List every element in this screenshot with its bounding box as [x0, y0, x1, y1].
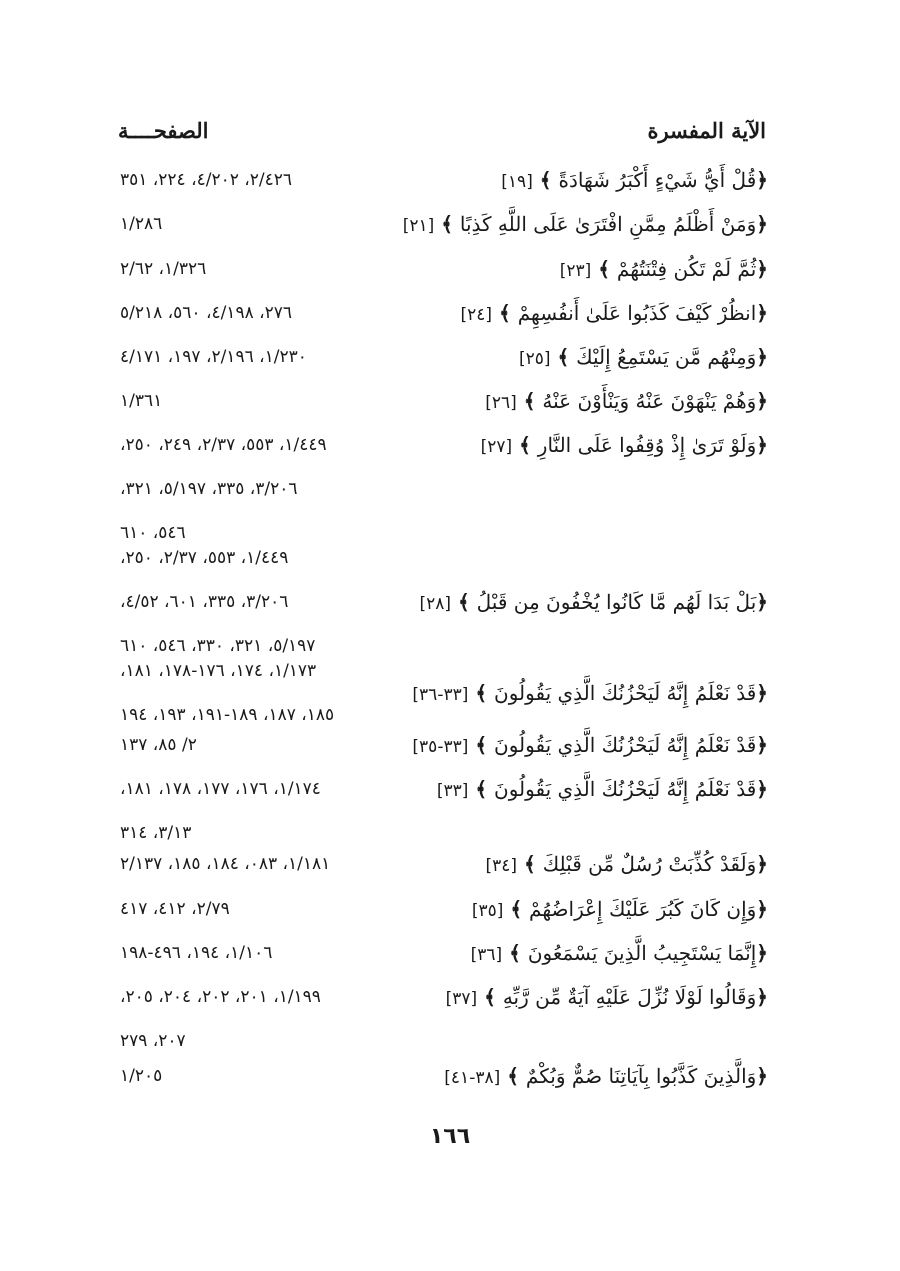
verse-number: [٣٣]: [436, 781, 469, 801]
ornate-close-bracket: ﴾: [450, 590, 477, 614]
verse-quote: قَدْ نَعْلَمُ إِنَّهُ لَيَحْزُنُكَ الَّذِي يَقُولُونَ: [494, 733, 757, 757]
verse-quote: قُلْ أَيُّ شَيْءٍ أَكْبَرُ شَهَادَةً: [558, 168, 757, 192]
ornate-open-bracket: ﴿: [756, 433, 768, 457]
page-references: [120, 895, 410, 939]
ornate-open-bracket: ﴿: [756, 897, 768, 921]
page-reference-line: ١/٣٦١: [120, 391, 163, 411]
ornate-close-bracket: ﴾: [512, 433, 538, 457]
verse-number: [٣٤]: [485, 856, 518, 876]
page-references: [120, 1062, 410, 1106]
ornate-open-bracket: ﴿: [756, 852, 768, 876]
page-references: [120, 850, 410, 894]
verse-number: [٢٤]: [460, 305, 493, 325]
verse-number: [٢٦]: [485, 393, 517, 413]
page-reference-line: ٢٠٧، ٢٧٩: [120, 1031, 186, 1051]
ornate-open-bracket: ﴿: [756, 985, 768, 1009]
ornate-close-bracket: ﴾: [468, 777, 495, 801]
verse-text: [461, 299, 769, 329]
page-references: [120, 255, 410, 299]
verse-number: [٣٨-٤١]: [444, 1068, 501, 1088]
page-reference-line: ٢/ ٨٥، ١٣٧: [120, 735, 197, 755]
verse-quote: وَقَالُوا لَوْلَا نُزِّلَ عَلَيْهِ آيَةٌ مِّن رَّبِّهِ: [502, 985, 757, 1009]
verse-text: [419, 588, 768, 618]
ornate-close-bracket: ﴾: [502, 941, 528, 965]
page-reference-line: ٢٧٦، ٤/١٩٨، ٥٦٠، ٥/٢١٨: [120, 303, 293, 323]
verse-text: [446, 983, 768, 1013]
ornate-open-bracket: ﴿: [756, 345, 768, 369]
verse-quote: قَدْ نَعْلَمُ إِنَّهُ لَيَحْزُنُكَ الَّذِي يَقُولُونَ: [494, 681, 757, 705]
page-references: [120, 731, 410, 775]
verse-quote: إِنَّمَا يَسْتَجِيبُ الَّذِينَ يَسْمَعُونَ: [527, 941, 757, 965]
page-column-header: الصفحــــة: [118, 118, 209, 143]
verse-text: [501, 166, 768, 196]
verse-number: [٢٨]: [419, 594, 451, 614]
ornate-close-bracket: ﴾: [434, 212, 460, 236]
ornate-close-bracket: ﴾: [468, 681, 495, 705]
verse-quote: وَلَوْ تَرَىٰ إِذْ وُقِفُوا عَلَى النَّارِ: [537, 433, 757, 457]
verse-text: [472, 895, 768, 925]
verse-number: [٣٥]: [471, 901, 504, 921]
page-reference-line: ١/١٧٤، ١٧٦، ١٧٧، ١٧٨، ١٨١،: [120, 779, 321, 799]
ornate-close-bracket: ﴾: [550, 345, 577, 369]
ornate-close-bracket: ﴾: [591, 257, 617, 281]
verse-number: [٣٧]: [445, 989, 478, 1009]
page-reference-line: ٣/١٣، ٣١٤: [120, 823, 192, 843]
ornate-open-bracket: ﴿: [756, 941, 768, 965]
page-references: [120, 210, 410, 254]
ornate-open-bracket: ﴿: [756, 777, 768, 801]
verse-text: [481, 431, 768, 461]
verse-number: [٣٣-٣٥]: [412, 737, 469, 757]
page-references: [120, 299, 410, 343]
page-reference-line: ٢/٧٩، ٤١٢، ٤١٧: [120, 899, 230, 919]
page-references: [120, 983, 410, 1071]
page-references: [120, 939, 410, 983]
page-reference-line: ٣/٢٠٦، ٣٣٥، ٦٠١، ٤/٥٢،: [120, 592, 289, 612]
verse-quote: انظُرْ كَيْفَ كَذَبُوا عَلَىٰ أَنفُسِهِمْ: [517, 301, 757, 325]
page-references: [120, 166, 410, 210]
page-reference-line: ١٨٥، ١٨٧، ١٨٩-١٩١، ١٩٣، ١٩٤: [120, 705, 335, 725]
ornate-open-bracket: ﴿: [756, 1064, 768, 1088]
ornate-close-bracket: ﴾: [468, 733, 495, 757]
verse-quote: وَإِن كَانَ كَبُرَ عَلَيْكَ إِعْرَاضُهُمْ: [529, 897, 757, 921]
verse-quote: وَمَنْ أَظْلَمُ مِمَّنِ افْتَرَىٰ عَلَى اللَّهِ كَذِبًا: [459, 212, 757, 236]
page-number: ١٦٦: [429, 1124, 471, 1149]
page-reference-line: ٥٤٦، ٦١٠: [120, 523, 186, 543]
verse-text: [485, 387, 768, 417]
verse-quote: ثُمَّ لَمْ تَكُن فِتْنَتُهُمْ: [616, 257, 757, 281]
verse-number: [٢٧]: [480, 437, 513, 457]
verse-text: [519, 343, 768, 373]
page-reference-line: ١/٤٤٩، ٥٥٣، ٢/٣٧، ٢٥٠،: [120, 548, 289, 568]
verse-column-header: الآية المفسرة: [647, 118, 766, 143]
page-reference-line: ١/٢٨٦: [120, 214, 163, 234]
ornate-close-bracket: ﴾: [516, 389, 543, 413]
ornate-open-bracket: ﴿: [756, 733, 768, 757]
verse-quote: قَدْ نَعْلَمُ إِنَّهُ لَيَحْزُنُكَ الَّذِي يَقُولُونَ: [494, 777, 757, 801]
verse-text: [437, 775, 768, 805]
ornate-open-bracket: ﴿: [756, 389, 768, 413]
verse-text: [560, 255, 768, 285]
verse-quote: وَهُمْ يَنْهَوْنَ عَنْهُ وَيَنْأَوْنَ عَنْهُ: [542, 389, 757, 413]
ornate-open-bracket: ﴿: [756, 590, 768, 614]
verse-text: [412, 731, 768, 761]
verse-quote: وَلَقَدْ كُذِّبَتْ رُسُلٌ مِّن قَبْلِكَ: [542, 852, 757, 876]
ornate-close-bracket: ﴾: [517, 852, 543, 876]
verse-text: [485, 850, 768, 880]
verse-text: [412, 679, 768, 709]
ornate-close-bracket: ﴾: [500, 1064, 526, 1088]
ornate-open-bracket: ﴿: [756, 212, 768, 236]
ornate-open-bracket: ﴿: [756, 681, 768, 705]
ornate-open-bracket: ﴿: [756, 257, 768, 281]
page-reference-line: ١/٢٠٥: [120, 1066, 163, 1086]
page-reference-line: ٢/٤٢٦، ٤/٢٠٢، ٢٢٤، ٣٥١: [120, 170, 293, 190]
verse-number: [٢١]: [402, 216, 435, 236]
page-reference-line: ١/١٠٦، ١٩٤، ٤٩٦-١٩٨: [120, 943, 273, 963]
verse-number: [٣٦]: [470, 945, 503, 965]
ornate-close-bracket: ﴾: [492, 301, 518, 325]
ornate-close-bracket: ﴾: [503, 897, 530, 921]
ornate-close-bracket: ﴾: [477, 985, 503, 1009]
ornate-close-bracket: ﴾: [532, 168, 559, 192]
verse-quote: بَلْ بَدَا لَهُم مَّا كَانُوا يُخْفُونَ مِن قَبْلُ: [476, 590, 757, 614]
page-reference-line: ٥/١٩٧، ٣٢١، ٣٣٠، ٥٤٦، ٦١٠: [120, 636, 316, 656]
verse-text: [471, 939, 768, 969]
verse-number: [١٩]: [501, 172, 533, 192]
page-references: [120, 387, 410, 431]
page-reference-line: ١/٤٤٩، ٥٥٣، ٢/٣٧، ٢٤٩، ٢٥٠،: [120, 435, 327, 455]
page-references: [120, 343, 410, 387]
page-reference-line: ١/٢٣٠، ٢/١٩٦، ١٩٧، ٤/١٧١: [120, 347, 307, 367]
verse-quote: وَمِنْهُم مَّن يَسْتَمِعُ إِلَيْكَ: [576, 345, 757, 369]
page-reference-line: ١/١٨١، ٠٨٣، ١٨٤، ١٨٥، ٢/١٣٧: [120, 854, 331, 874]
verse-number: [٢٣]: [559, 261, 592, 281]
verse-quote: وَالَّذِينَ كَذَّبُوا بِآيَاتِنَا صُمٌّ وَبُكْمٌ: [525, 1064, 757, 1088]
verse-number: [٣٣-٣٦]: [412, 685, 469, 705]
verse-text: [444, 1062, 768, 1092]
ornate-open-bracket: ﴿: [756, 168, 768, 192]
page-reference-line: ١/١٩٩، ٢٠١، ٢٠٢، ٢٠٤، ٢٠٥،: [120, 987, 321, 1007]
verse-text: [403, 210, 768, 240]
page-reference-line: ١/١٧٣، ١٧٤، ١٧٦-١٧٨، ١٨١،: [120, 661, 317, 681]
verse-number: [٢٥]: [518, 349, 551, 369]
ornate-open-bracket: ﴿: [756, 301, 768, 325]
page-reference-line: ٣/٢٠٦، ٣٣٥، ٥/١٩٧، ٣٢١،: [120, 479, 298, 499]
page-reference-line: ١/٣٢٦، ٢/٦٢: [120, 259, 207, 279]
